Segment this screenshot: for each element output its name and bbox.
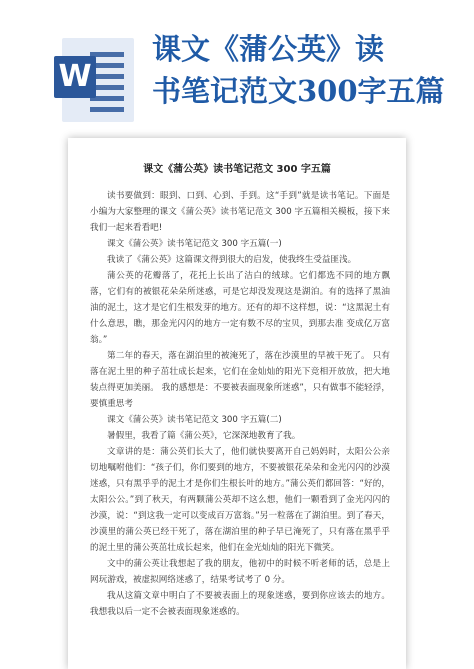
- paragraph: 文中的蒲公英让我想起了我的朋友，他初中的时候不听老师的话，总是上网玩游戏，被虚拟网络迷惑了，结果考试考了 0 分。: [90, 559, 390, 585]
- paragraph: 文章讲的是：蒲公英们长大了，他们就快要离开自己妈妈时，太阳公公亲切地嘱咐他们：“孩子们，你们要到的地方，不要被银花朵朵和金光闪闪的沙漠迷惑，只有黑乎乎的泥土才是你们生根长叶的地方。”蒲公英们都回答：“好的，太阳公公。”到了秋天，有两颗蒲公英却不这么想，他们一颗看到了金光闪闪的沙漠，说：“到这我一定可以变成百万富翁。”另一粒落在了湖泊里。到了春天，沙漠里的蒲公英已经干死了，落在湖泊里的种子早已淹死了，只有落在黑乎乎的泥土里的蒲公英茁壮成长起来，他们在金光灿灿的阳光下微笑。: [90, 447, 390, 553]
- paragraph: 读书要做到：眼到、口到、心到、手到。这“手到”就是读书笔记。下面是小编为大家整理的课文《蒲公英》读书笔记范文 300 字五篇相关模板，接下来我们一起来看看吧!: [90, 191, 390, 233]
- title-line-2: 书笔记范文300字五篇: [152, 74, 445, 108]
- section-heading: 课文《蒲公英》读书笔记范文 300 字五篇(一): [107, 239, 282, 249]
- document-title: 课文《蒲公英》读书笔记范文 300 字五篇: [143, 164, 331, 175]
- paragraph: 暑假里，我看了篇《蒲公英》，它深深地教育了我。: [107, 431, 301, 441]
- word-icon-letter: W: [54, 56, 96, 98]
- word-document-icon: [58, 38, 134, 122]
- document-body: [90, 188, 390, 620]
- document-page: [68, 138, 406, 669]
- banner: [0, 0, 474, 150]
- title-line-1: 课文《蒲公英》读: [152, 32, 385, 66]
- paragraph: 第二年的春天，落在湖泊里的被淹死了，落在沙漠里的早被干死了。 只有落在泥土里的种子茁壮成长起来，它们在金灿灿的阳光下竞相开放放，把大地装点得更加美丽。 我的感想是：不要被表面现象所迷惑”，只有做事不能轻浮，要慎重思考: [90, 351, 390, 409]
- section-heading: 课文《蒲公英》读书笔记范文 300 字五篇(二): [107, 415, 282, 425]
- page-title: [152, 28, 470, 112]
- paragraph: 我读了《蒲公英》这篇课文得到很大的启发，使我终生受益匪浅。: [107, 255, 357, 265]
- paragraph: 蒲公英的花瓣落了，花托上长出了洁白的绒球。它们都选不同的地方飘落，它们有的被银花朵朵所迷惑，可是它却没发现这是湖泊。有的选择了黑油油的泥土，这才是它们生根发芽的地方。还有的却不这样想，说：“这黑泥土有什么意思，瞧，那金光闪闪的地方一定有数不尽的宝贝，到那去准 变成亿万富翁。”: [90, 271, 390, 345]
- paragraph: 我从这篇文章中明白了不要被表面上的现象迷惑，要到你应该去的地方。我想我以后一定不会被表面现象迷惑的。: [90, 591, 390, 617]
